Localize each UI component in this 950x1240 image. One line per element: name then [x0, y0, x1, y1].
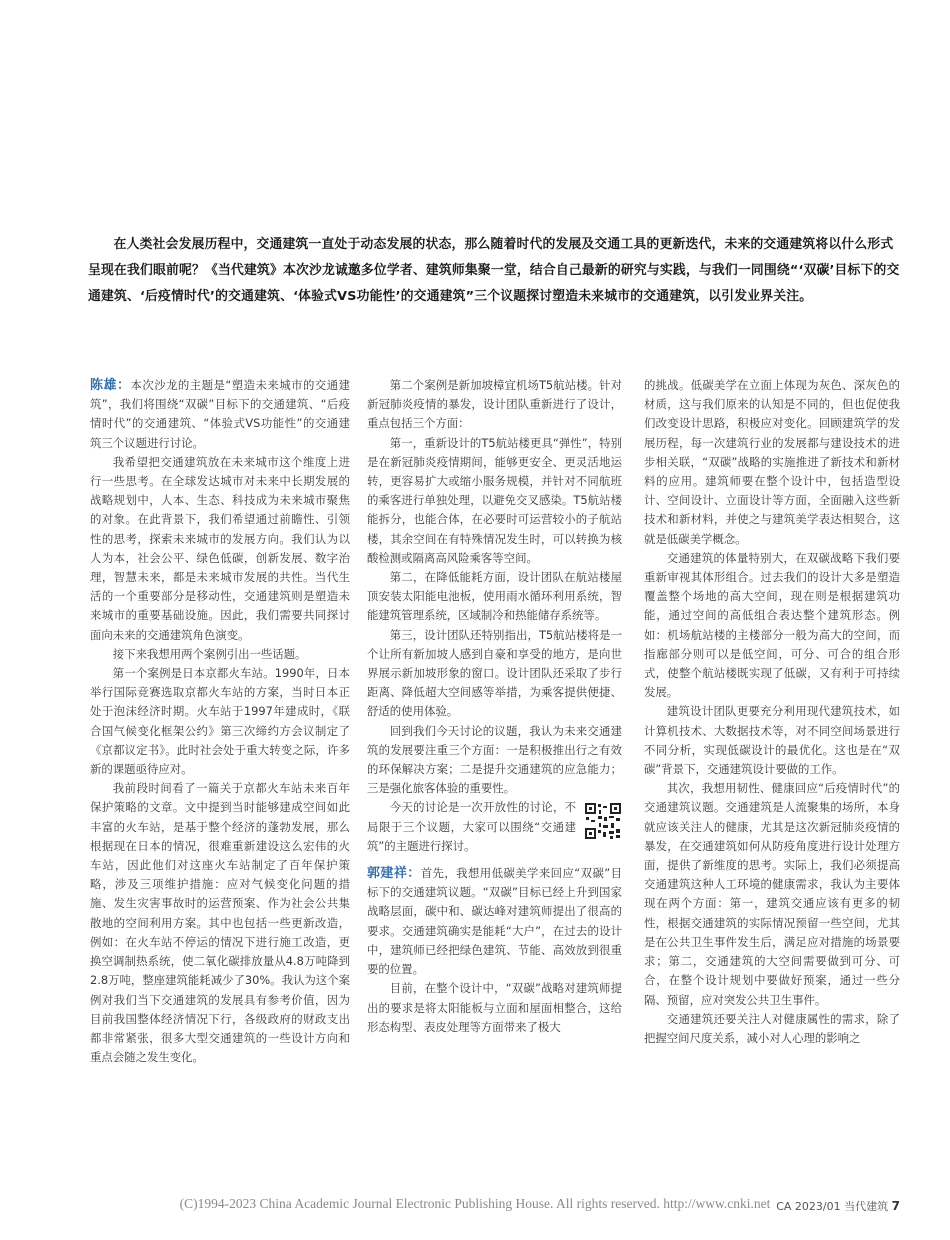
speaker-lead-text: 本次沙龙的主题是“塑造未来城市的交通建筑”，我们将围绕“双碳”目标下的交通建筑、“后疫情时代”的交通建筑、“体验式VS功能性”的交通建筑三个议题进行讨论。	[90, 378, 350, 450]
qr-code-icon	[584, 802, 622, 840]
paragraph: 我希望把交通建筑放在未来城市这个维度上进行一些思考。在全球发达城市对未来中长期发展的战略规划中，人本、生态、科技成为未来城市聚焦的对象。在此背景下，我们希望通过前瞻性、引领性的思考，探索未来城市的发展方向。我们认为以人为本，社会公平、绿色低碳，创新发展、数字治理，智慧未来，都是未来城市发展的共性。当代生活的一个重要部分是移动性，交通建筑则是塑造未来城市的重要基础设施。因此，我们需要共同探讨面向未来的交通建筑角色演变。	[90, 454, 350, 642]
paragraph: 回到我们今天讨论的议题，我认为未来交通建筑的发展要注重三个方面：一是积极推出行之有效的环保解决方案；二是提升交通建筑的应急能力；三是强化旅客体验的重要性。	[367, 723, 622, 796]
journal-info	[776, 1198, 900, 1214]
article-introduction	[88, 232, 900, 310]
paragraph: 其次，我想用韧性、健康回应“后疫情时代”的交通建筑议题。交通建筑是人流聚集的场所，本身就应该关注人的健康，尤其是这次新冠肺炎疫情的暴发，在交通建筑如何从防疫角度进行设计处理方面，提供了新维度的思考。实际上，我们必须提高交通建筑这种人工环境的健康需求，我认为主要体现在两个方面：第一，建筑交通应该有更多的韧性，根据交通建筑的实际情况预留一些空间，尤其是在公共卫生事件发生后，满足应对措施的场景要求；第二，交通建筑的大空间需要做到可分、可合，在整个设计规划中要做好预案，通过一些分隔、预留，应对突发公共卫生事件。	[644, 781, 900, 1007]
text-column-1	[90, 376, 350, 1067]
paragraph: 建筑设计团队更要充分利用现代建筑技术，如计算机技术、大数据技术等，对不同空间场景进行不同分析，实现低碳设计的最优化。这也是在“双碳”背景下，交通建筑设计要做的工作。	[644, 704, 900, 777]
text-column-3	[644, 376, 900, 1048]
paragraph: 交通建筑还要关注人对健康属性的需求，除了把握空间尺度关系，减小对人心理的影响之	[644, 1011, 900, 1045]
paragraph: 第三，设计团队还特别指出，T5航站楼将是一个让所有新加坡人感到自豪和享受的地方，是向世界展示新加坡形象的窗口。设计团队还采取了步行距离、降低超大空间感等举措，为乘客提供便捷、舒适的使用体验。	[367, 627, 622, 719]
page-footer	[0, 1196, 950, 1216]
speaker-paragraph	[367, 864, 622, 979]
journal-name: CA 2023/01 当代建筑	[776, 1200, 889, 1213]
paragraph: 第二，在降低能耗方面，设计团队在航站楼屋顶安装太阳能电池板，使用雨水循环利用系统，智能建筑管理系统，区域制冷和热能储存系统等。	[367, 570, 622, 623]
paragraph: 接下来我想用两个案例引出一些话题。	[112, 646, 307, 661]
speaker-name: 陈雄	[90, 378, 117, 393]
paragraph: 我前段时间看了一篇关于京都火车站未来百年保护策略的文章。文中提到当时能够建成空间如此丰富的火车站，是基于整个经济的蓬勃发展，那么根据现在日本的情况，很难重新建设这么宏伟的火车站，因此他们对这座火车站制定了百年保护策略，涉及三项维护措施：应对气候变化问题的措施、发生灾害事故时的运营预案、作为社会公共集散地的空间利用方案。其中也包括一些更新改造，例如：在火车站不停运的情况下进行施工改造，更换空调制热系统，使二氧化碳排放量从4.8万吨降到2.8万吨，整座建筑能耗减少了30%。我认为这个案例对我们当下交通建筑的发展具有参考价值，因为目前我国整体经济情况下行，各级政府的财政支出都非常紧张，很多大型交通建筑的一些设计方向和重点会随之发生变化。	[90, 781, 350, 1065]
page-number: 7	[891, 1199, 900, 1213]
text-column-2	[367, 376, 622, 1037]
paragraph: 第二个案例是新加坡樟宜机场T5航站楼。针对新冠肺炎疫情的暴发，设计团队重新进行了设计，重点包括三个方面：	[367, 378, 622, 431]
paragraph: 目前，在整个设计中，“双碳”战略对建筑师提出的要求是将太阳能板与立面和屋面相整合，这给形态构型、表皮处理等方面带来了极大	[367, 981, 622, 1034]
copyright-notice: (C)1994-2023 China Academic Journal Electronic Publishing House. All rights reserved. http://www.cnki.net	[179, 1196, 771, 1211]
paragraph: 第一，重新设计的T5航站楼更具“弹性”，特别是在新冠肺炎疫情期间，能够更安全、更灵活地运转，更容易扩大或缩小服务规模，并针对不同航班的乘客进行单独处理，以避免交叉感染。T5航站楼能拆分，也能合体，在必要时可运营较小的子航站楼，其余空间在有特殊情况发生时，可以转换为核酸检测或隔离高风险乘客等空间。	[367, 435, 622, 565]
speaker-colon: ：	[407, 866, 421, 882]
intro-paragraph: 在人类社会发展历程中，交通建筑一直处于动态发展的状态，那么随着时代的发展及交通工具的更新迭代，未来的交通建筑将以什么形式呈现在我们眼前呢？《当代建筑》本次沙龙诚邀多位学者、建筑师集聚一堂，结合自己最新的研究与实践，与我们一同围绕“‘双碳’目标下的交通建筑、‘后疫情时代’的交通建筑、‘体验式VS功能性’的交通建筑”三个议题探讨塑造未来城市的交通建筑，以引发业界关注。	[88, 237, 900, 304]
qr-code[interactable]	[584, 802, 622, 840]
paragraph-continued: 的挑战。低碳美学在立面上体现为灰色、深灰色的材质，这与我们原来的认知是不同的，但也促使我们改变设计思路，积极应对变化。回顾建筑学的发展历程，每一次建筑行业的发展都与建设技术的进步相关联，“双碳”战略的实施推进了新技术和新材料的应用。建筑师要在整个设计中，包括造型设计、空间设计、立面设计等方面，全面融入这些新技术和新材料，并使之与建筑美学表达相契合，这就是低碳美学概念。	[644, 378, 900, 546]
speaker-paragraph	[90, 376, 350, 453]
paragraph: 第一个案例是日本京都火车站。1990年，日本举行国际竞赛选取京都火车站的方案，当时日本正处于泡沫经济时期。火车站于1997年建成时，《联合国气候变化框架公约》第三次缔约方会议制定了《京都议定书》。此时社会处于重大转变之际，许多新的课题亟待应对。	[90, 666, 350, 777]
speaker-lead-text: 首先，我想用低碳美学来回应“双碳”目标下的交通建筑议题。“双碳”目标已经上升到国家战略层面，碳中和、碳达峰对建筑师提出了很高的要求。交通建筑确实是能耗“大户”，在过去的设计中，建筑师已经把绿色建筑、节能、高效放到很重要的位置。	[367, 866, 622, 977]
paragraph: 交通建筑的体量特别大，在双碳战略下我们要重新审视其体形组合。过去我们的设计大多是塑造覆盖整个场地的高大空间，现在则是根据建筑功能，通过空间的高低组合表达整个建筑形态。例如：机场航站楼的主楼部分一般为高大的空间，而指廊部分则可以是低空间，可分、可合的组合形式，使整个航站楼既实现了低碳，又有利于可持续发展。	[644, 550, 900, 700]
speaker-name: 郭建祥	[367, 866, 408, 882]
paragraph: 今天的讨论是一次开放性的讨论，不局限于三个议题，大家可以围绕“交通建筑”的主题进行探讨。	[367, 800, 576, 853]
speaker-colon: ：	[116, 378, 131, 393]
